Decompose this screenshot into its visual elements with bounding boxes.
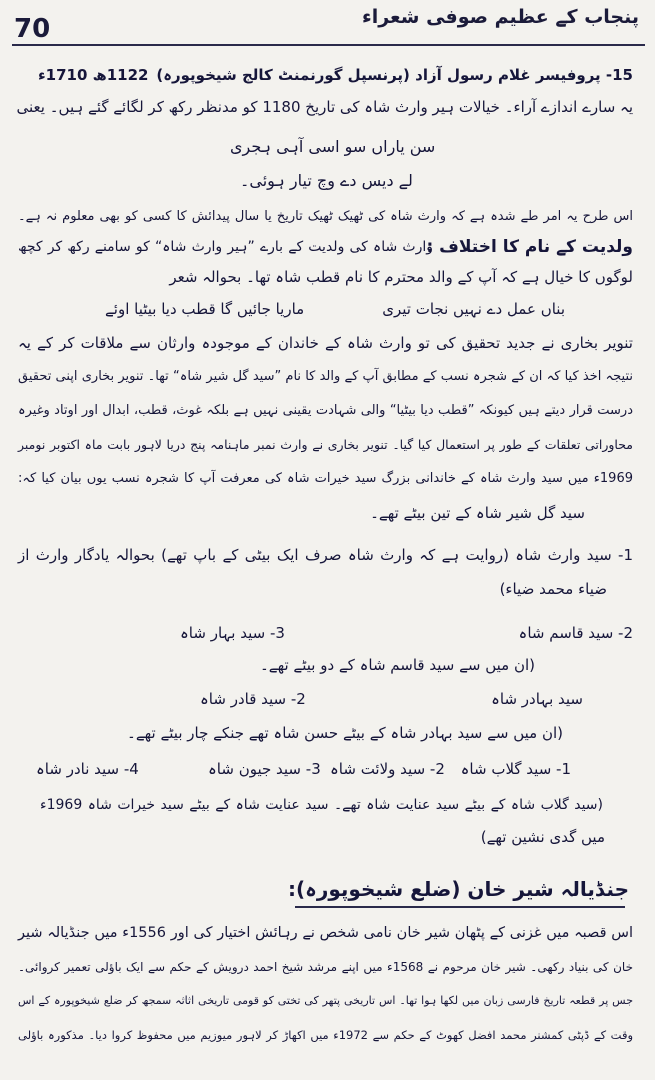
body-line: اس طرح یہ امر طے شدہ ہے کہ وارث شاہ کی ٹھیک ٹھیک تاریخ یا سال پیدائش کا کسی کو بھی معلوم نہ ہے۔ bbox=[18, 209, 633, 224]
section-line: جس پر قطعہ تاریخ فارسی زبان میں لکھا ہوا تھا۔ اس تاریخی پتھر کی تختی کو قومی تاریخی اثاثہ سمجھ کر ضلع شیخوپورہ کے اس bbox=[18, 994, 633, 1007]
note-1: (ان میں سے سید قاسم شاہ کے دو بیٹے تھے۔ bbox=[259, 656, 535, 674]
body-line: وارث شاہ کی ولدیت کے بارے ”ہیر وارث شاہ“ کو سامنے رکھ کر کچھ bbox=[18, 239, 433, 255]
couplet-left: ماریا جائیں گا قطب دیا بیٹیا اوئے bbox=[105, 300, 305, 318]
body-line: یہ سارے اندازے آراء۔ خیالات ہیر وارث شاہ کی تاریخ 1180 کو مدنظر رکھ کر لگائے گئے ہیں۔ یعنی bbox=[16, 98, 633, 116]
qasim-son-1: سید بہادر شاہ bbox=[491, 690, 583, 708]
header-rule bbox=[12, 44, 645, 46]
section-line: وقت کے ڈپٹی کمشنر محمد افضل کھوٹ کے حکم سے 1972ء میں اکھاڑ کر لاہور میوزیم میں محفوظ کروا دیا۔ مذکورہ باؤلی bbox=[18, 1028, 633, 1042]
list-item-3: 3- سید بہار شاہ bbox=[180, 624, 285, 642]
body-line: 1969ء میں سید وارث شاہ کے خاندانی بزرگ سید خیرات شاہ کی معرفت آپ کا شجرہ نسب یوں بیان کیا کہ: bbox=[18, 471, 633, 486]
list-item-1: 1- سید وارث شاہ (روایت ہے کہ وارث شاہ صرف ایک بیٹی کے باپ تھے) بحوالہ یادگار وارث از bbox=[18, 546, 633, 564]
body-line: تنویر بخاری نے جدید تحقیق کی تو وارث شاہ کے خاندان کے موجودہ وارثان سے ملاقات کر کے یہ bbox=[18, 334, 633, 352]
list-item-1-cont: ضیاء محمد ضیاء) bbox=[499, 580, 607, 598]
running-title: پنجاب کے عظیم صوفی شعراء bbox=[362, 6, 639, 28]
note-3: (سید گلاب شاہ کے بیٹے سید عنایت شاہ تھے۔ سید عنایت شاہ کے بیٹے سید خیرات شاہ 1969ء bbox=[40, 797, 604, 813]
couplet-right: بناں عمل دے نہیں نجات تیری bbox=[382, 300, 565, 318]
subheading-parentage: ولدیت کے نام کا اختلاف : bbox=[426, 237, 633, 257]
section-line: اس قصبہ میں غزنی کے پٹھان شیر خان نامی شخص نے رہائش اختیار کی اور 1556ء میں جنڈیالہ شیر bbox=[18, 925, 633, 941]
page-header bbox=[0, 0, 655, 44]
body-line: درست قرار دیتے ہیں کیونکہ ”قطب دیا بیٹیا“ والی شہادت یقینی نہیں ہے بلکہ غوث، قطب، ابدال اور اوتاد وغیرہ bbox=[18, 403, 633, 418]
hasan-son-2: 2- سید ولائت شاہ bbox=[330, 760, 445, 778]
hasan-son-3: 3- سید جیون شاہ bbox=[208, 760, 321, 778]
page-number: 70 bbox=[14, 14, 51, 44]
hasan-son-1: 1- سید گلاب شاہ bbox=[460, 760, 571, 778]
hasan-son-4: 4- سید نادر شاہ bbox=[36, 760, 139, 778]
reference-15: 15- پروفیسر غلام رسول آزاد (پرنسپل گورنمنٹ کالج شیخوپورہ) bbox=[156, 66, 633, 84]
sons-intro: سید گل شیر شاہ کے تین بیٹے تھے۔ bbox=[370, 504, 585, 522]
section-line: خان کی بنیاد رکھی۔ شیر خان مرحوم نے 1568ء میں اپنے مرشد شیخ احمد درویش کے حکم سے ایک باؤلی تعمیر کروائی۔ bbox=[18, 960, 634, 974]
qasim-son-2: 2- سید قادر شاہ bbox=[200, 690, 306, 708]
body-line: محاوراتی تعلقات کے طور پر استعمال کیا گیا۔ تنویر بخاری نے وارث نمبر ماہنامہ پنج دریا لاہور بابت ماہ اکتوبر نومبر bbox=[18, 437, 633, 452]
body-line: لوگوں کا خیال ہے کہ آپ کے والد محترم کا نام قطب شاہ تھا۔ بحوالہ شعر bbox=[169, 268, 633, 286]
reference-15-date: 1122ھ 1710ء bbox=[38, 66, 149, 84]
note-3-cont: میں گدی نشین تھے) bbox=[480, 828, 605, 846]
section-title-underline bbox=[295, 906, 625, 908]
note-2: (ان میں سے سید بہادر شاہ کے بیٹے حسن شاہ تھے جنکے چار بیٹے تھے۔ bbox=[127, 724, 563, 742]
body-line: نتیجہ اخذ کیا کہ ان کے شجرہ نسب کے مطابق آپ کے والد کا نام ”سید گل شیر شاہ“ تھا۔ تنویر بخاری اپنی تحقیق bbox=[18, 369, 633, 384]
list-item-2: 2- سید قاسم شاہ bbox=[518, 624, 633, 642]
verse-line-1: سن یاراں سو اسی آہی ہجری bbox=[230, 137, 436, 156]
verse-line-2: لے دیس دے وچ تیار ہوئی۔ bbox=[240, 171, 413, 190]
section-title: جنڈیالہ شیر خان (ضلع شیخوپورہ): bbox=[288, 877, 629, 901]
